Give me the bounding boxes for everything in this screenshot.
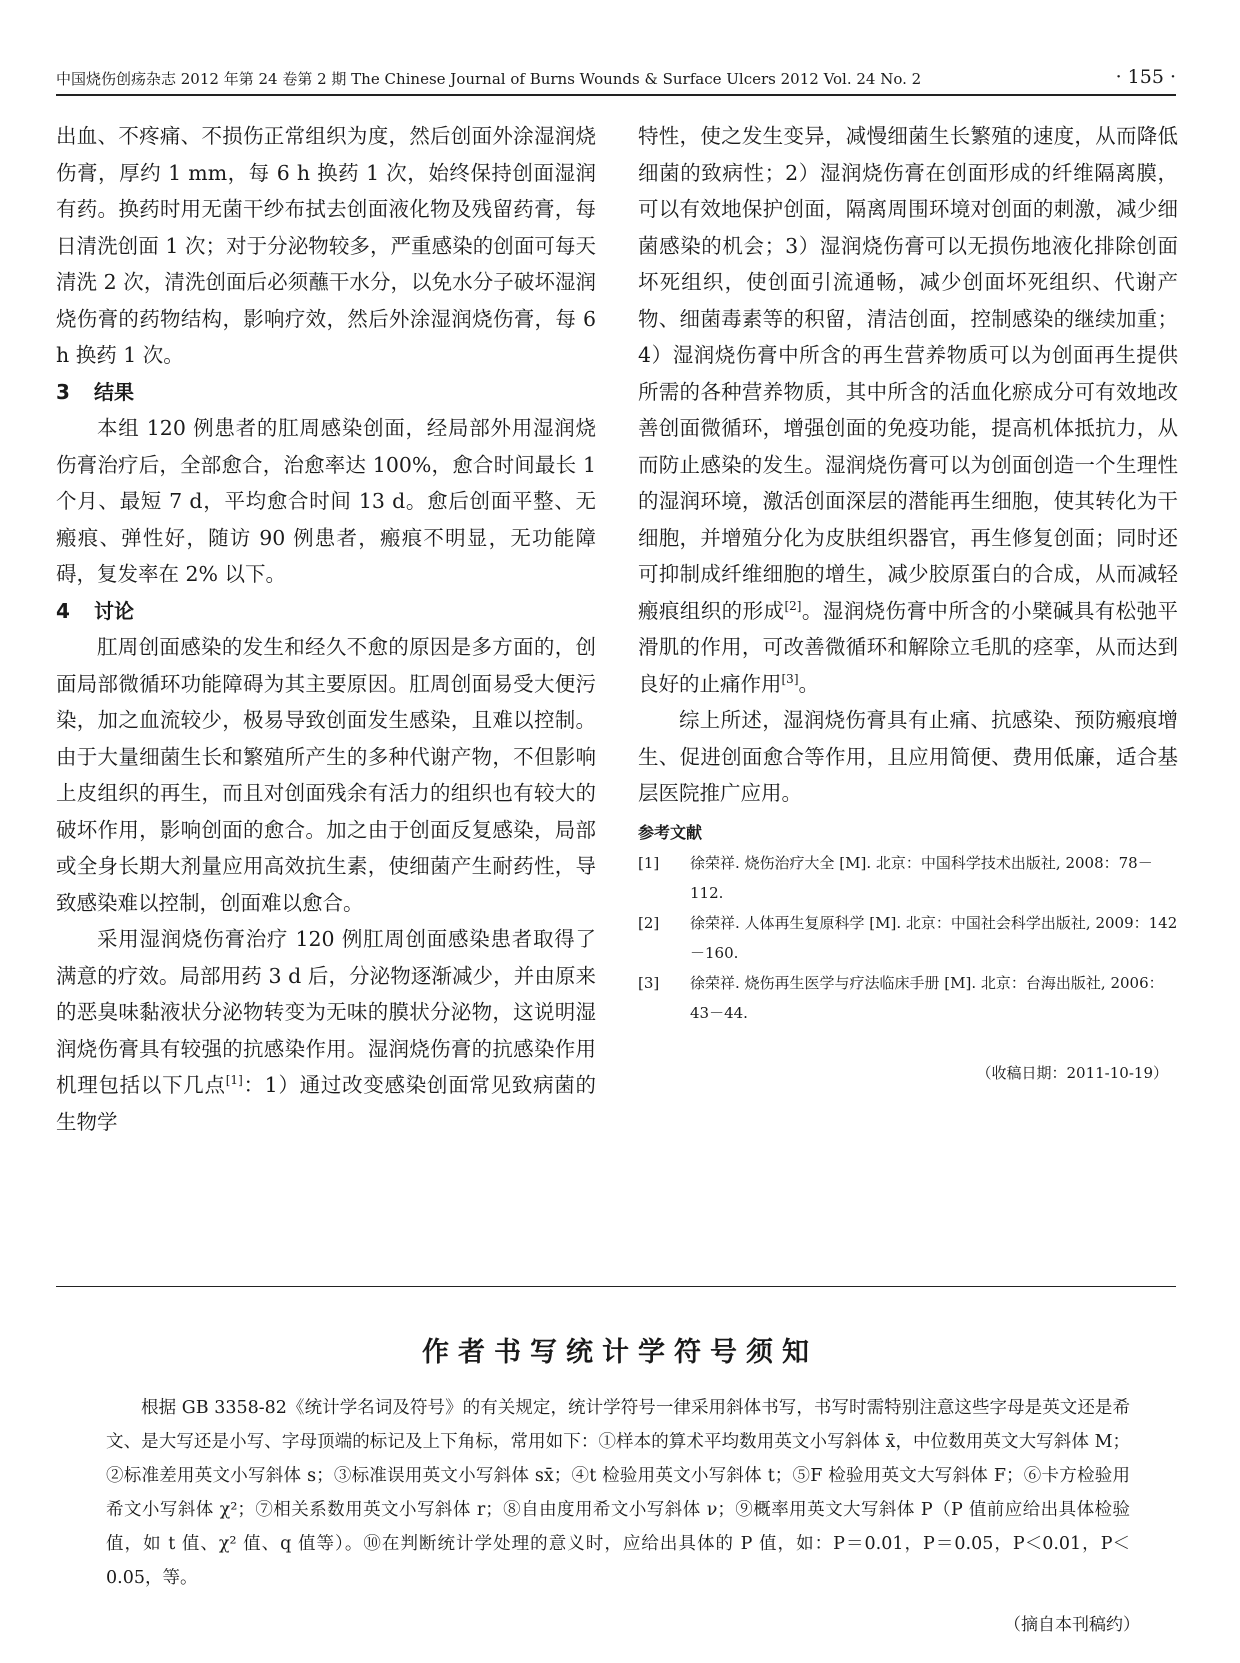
references-heading: 参考文献 [638,822,703,842]
journal-citation: 中国烧伤创疡杂志 2012 年第 24 卷第 2 期 The Chinese Journal of Burns Wounds & Surface Ulcers 2012 Vol. 24 No. 2 [56,70,922,88]
results-paragraph: 本组 120 例患者的肛周感染创面，经局部外用湿润烧伤膏治疗后，全部愈合，治愈率达 100%，愈合时间最长 1 个月、最短 7 d，平均愈合时间 13 d。愈后创面平整、无瘢痕、弹性好，随访 90 例患者，瘢痕不明显，无功能障碍，复发率在 2% 以下。 [56,416,596,586]
citation-ref: [1] [225,1073,243,1088]
text-run: 。湿润烧伤膏中所含的小檗碱具有松弛平滑肌的作用，可改善微循环和解除立毛肌的痉挛，从而达到良好的止痛作用 [638,598,1179,696]
received-date: （收稿日期：2011-10-19） [976,1063,1168,1082]
reference-item [638,968,1178,1028]
text-run: ：1）通过改变感染创面常见致病菌的生物学 [56,1073,596,1134]
reference-item [638,848,1178,908]
text-run: 。 [798,671,819,696]
discussion-paragraph: 肛周创面感染的发生和经久不愈的原因是多方面的，创面局部微循环功能障碍为其主要原因。肛周创面易受大便污染，加之血流较少，极易导致创面发生感染，且难以控制。由于大量细菌生长和繁殖所产生的多种代谢产物，不但影响上皮组织的再生，而且对创面残余有活力的组织也有较大的破坏作用，影响创面的愈合。加之由于创面反复感染，局部或全身长期大剂量应用高效抗生素，使细菌产生耐药性，导致感染难以控制，创面难以愈合。 [56,635,596,915]
discussion-paragraph-continued [638,118,1178,702]
notice-title: 作者书写统计学符号须知 [422,1337,818,1368]
reference-text: 徐荣祥. 烧伤治疗大全 [M]. 北京：中国科学技术出版社, 2008：78－112. [690,853,1153,902]
section-title: 结果 [94,379,134,404]
discussion-paragraph [56,921,596,1140]
reference-number: [3] [638,973,660,992]
section-number: 4 [56,598,70,623]
left-column [56,118,596,1140]
section-divider [56,1286,1176,1287]
notice-body: 根据 GB 3358-82《统计学名词及符号》的有关规定，统计学符号一律采用斜体书写，书写时需特别注意这些字母是英文还是希文、是大写还是小写、字母顶端的标记及上下角标，常用如下：①样本的算术平均数用英文小写斜体 x̄，中位数用英文大写斜体 M；②标准差用英文小写斜体 s；③标准误用英文小写斜体 sx̄；④t 检验用英文小写斜体 t；⑤F 检验用英文大写斜体 F；⑥卡方检验用希文小写斜体 χ²；⑦相关系数用英文小写斜体 r；⑧自由度用希文小写斜体 ν；⑨概率用英文大写斜体 P（P 值前应给出具体检验值，如 t 值、χ² 值、q 值等）。⑩在判断统计学处理的意义时，应给出具体的 P 值，如：P＝0.01，P＝0.05，P＜0.01，P＜0.05，等。 [106,1398,1130,1588]
section-number: 3 [56,379,70,404]
page-number: · 155 · [1115,66,1176,88]
section-heading-results [56,374,596,411]
conclusion-paragraph: 综上所述，湿润烧伤膏具有止痛、抗感染、预防瘢痕增生、促进创面愈合等作用，且应用简便、费用低廉，适合基层医院推广应用。 [638,708,1178,805]
section-heading-discussion [56,593,596,630]
reference-number: [2] [638,913,660,932]
text-run: 特性，使之发生变异，减慢细菌生长繁殖的速度，从而降低细菌的致病性；2）湿润烧伤膏在创面形成的纤维隔离膜，可以有效地保护创面，隔离周围环境对创面的刺激，减少细菌感染的机会；3）湿润烧伤膏可以无损伤地液化排除创面坏死组织，使创面引流通畅，减少创面坏死组织、代谢产物、细菌毒素等的积留，清洁创面，控制感染的继续加重；4）湿润烧伤膏中所含的再生营养物质可以为创面再生提供所需的各种营养物质，其中所含的活血化瘀成分可有效地改善创面微循环，增强创面的免疫功能，提高机体抵抗力，从而防止感染的发生。湿润烧伤膏可以为创面创造一个生理性的湿润环境，激活创面深层的潜能再生细胞，使其转化为干细胞，并增殖分化为皮肤组织器官，再生修复创面；同时还可抑制成纤维细胞的增生，减少胶原蛋白的合成，从而减轻瘢痕组织的形成 [638,124,1178,623]
right-column [638,118,1178,1086]
reference-item [638,908,1178,968]
citation-ref: [2] [784,598,802,613]
method-paragraph-continued: 出血、不疼痛、不损伤正常组织为度，然后创面外涂湿润烧伤膏，厚约 1 mm，每 6 h 换药 1 次，始终保持创面湿润有药。换药时用无菌干纱布拭去创面液化物及残留药膏，每日清洗创面 1 次；对于分泌物较多，严重感染的创面可每天清洗 2 次，清洗创面后必须蘸干水分，以免水分子破坏湿润烧伤膏的药物结构，影响疗效，然后外涂湿润烧伤膏，每 6 h 换药 1 次。 [56,124,596,367]
notice-source: （摘自本刊稿约） [1004,1615,1140,1635]
citation-ref: [3] [781,671,799,686]
reference-text: 徐荣祥. 烧伤再生医学与疗法临床手册 [M]. 北京：台海出版社, 2006：43－44. [690,973,1164,1022]
reference-number: [1] [638,853,660,872]
section-title: 讨论 [94,598,134,623]
running-header [56,60,1176,96]
reference-text: 徐荣祥. 人体再生复原科学 [M]. 北京：中国社会科学出版社, 2009：142－160. [690,913,1178,962]
text-run: 采用湿润烧伤膏治疗 120 例肛周创面感染患者取得了满意的疗效。局部用药 3 d 后，分泌物逐渐减少，并由原来的恶臭味黏液状分泌物转变为无味的膜状分泌物，这说明湿润烧伤膏具有较强的抗感染作用。湿润烧伤膏的抗感染作用机理包括以下几点 [56,927,596,1097]
